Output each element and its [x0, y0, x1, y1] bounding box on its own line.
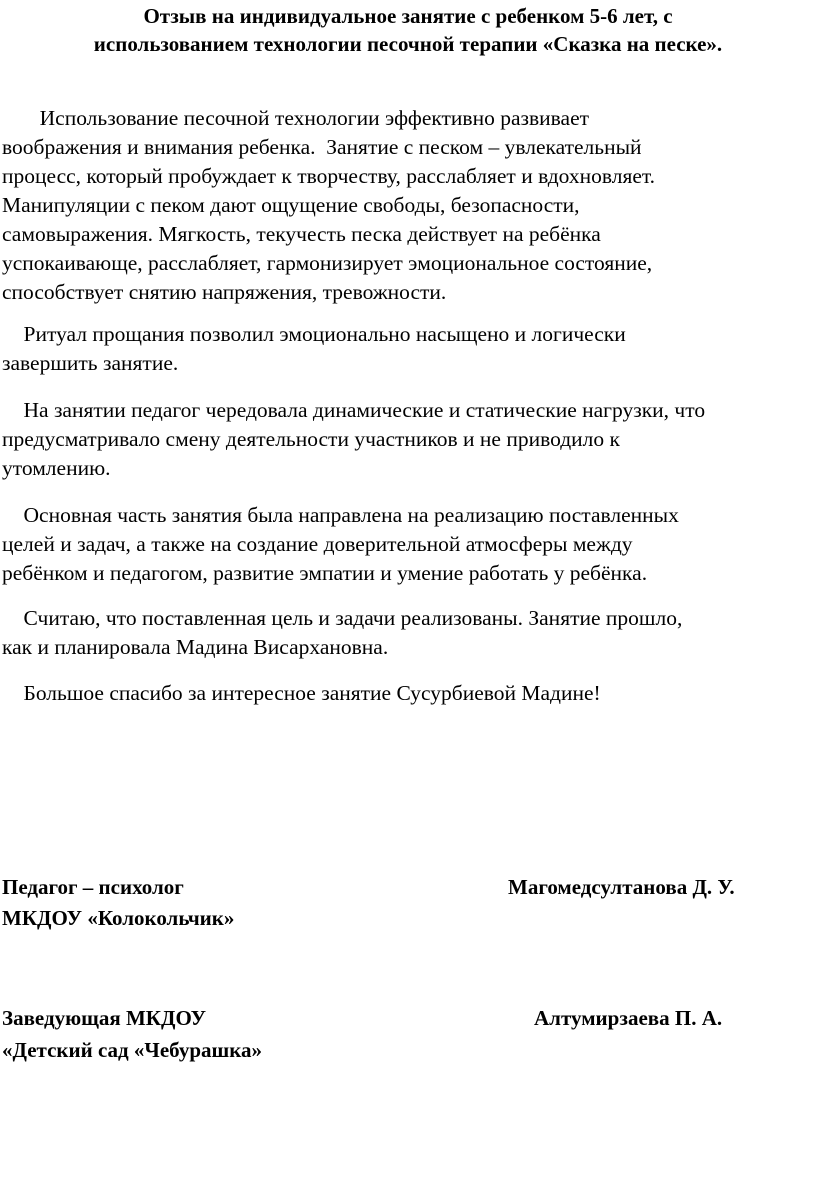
text-line: Манипуляции с пеком дают ощущение свободы, безопасности, — [2, 193, 580, 217]
text-line: целей и задач, а также на создание доверительной атмосферы между — [2, 532, 633, 556]
signature-role: Заведующая МКДОУ — [2, 1006, 207, 1030]
paragraph-main-part — [2, 501, 814, 588]
signature-organization: «Детский сад «Чебурашка» — [2, 1038, 263, 1062]
title-line: Отзыв на индивидуальное занятие с ребенком 5-6 лет, с — [143, 4, 673, 28]
text-line: На занятии педагог чередовала динамические и статические нагрузки, что — [2, 398, 706, 422]
paragraph-farewell-ritual — [2, 320, 814, 378]
text-line: успокаивающе, расслабляет, гармонизирует эмоциональное состояние, — [2, 251, 653, 275]
signature-organization: МКДОУ «Колокольчик» — [2, 906, 235, 930]
signature-name: Алтумирзаева П. А. — [534, 1006, 723, 1030]
text-line: Считаю, что поставленная цель и задачи реализованы. Занятие прошло, — [2, 606, 683, 630]
text-line: Ритуал прощания позволил эмоционально насыщено и логически — [2, 322, 626, 346]
text-line: ребёнком и педагогом, развитие эмпатии и умение работать у ребёнка. — [2, 561, 648, 585]
text-line: процесс, который пробуждает к творчеству, расслабляет и вдохновляет. — [2, 164, 656, 188]
text-line: завершить занятие. — [2, 351, 179, 375]
paragraph-thanks — [2, 679, 814, 708]
text-line: предусматривало смену деятельности участников и не приводило к — [2, 427, 620, 451]
text-line: утомлению. — [2, 456, 111, 480]
paragraph-sand-therapy-effects — [2, 104, 814, 307]
title-line: использованием технологии песочной терапии «Сказка на песке». — [93, 32, 723, 56]
text-line: Большое спасибо за интересное занятие Сусурбиевой Мадине! — [2, 681, 601, 705]
signature-role: Педагог – психолог — [2, 875, 184, 899]
paragraph-conclusion — [2, 604, 814, 662]
text-line: Использование песочной технологии эффективно развивает — [2, 106, 590, 130]
signature-name: Магомедсултанова Д. У. — [508, 875, 735, 899]
text-line: как и планировала Мадина Висархановна. — [2, 635, 389, 659]
text-line: способствует снятию напряжения, тревожности. — [2, 280, 447, 304]
document-title — [0, 2, 816, 58]
text-line: самовыражения. Мягкость, текучесть песка действует на ребёнка — [2, 222, 601, 246]
paragraph-alternating-loads — [2, 396, 814, 483]
text-line: Основная часть занятия была направлена на реализацию поставленных — [2, 503, 679, 527]
text-line: воображения и внимания ребенка. Занятие с песком – увлекательный — [2, 135, 642, 159]
